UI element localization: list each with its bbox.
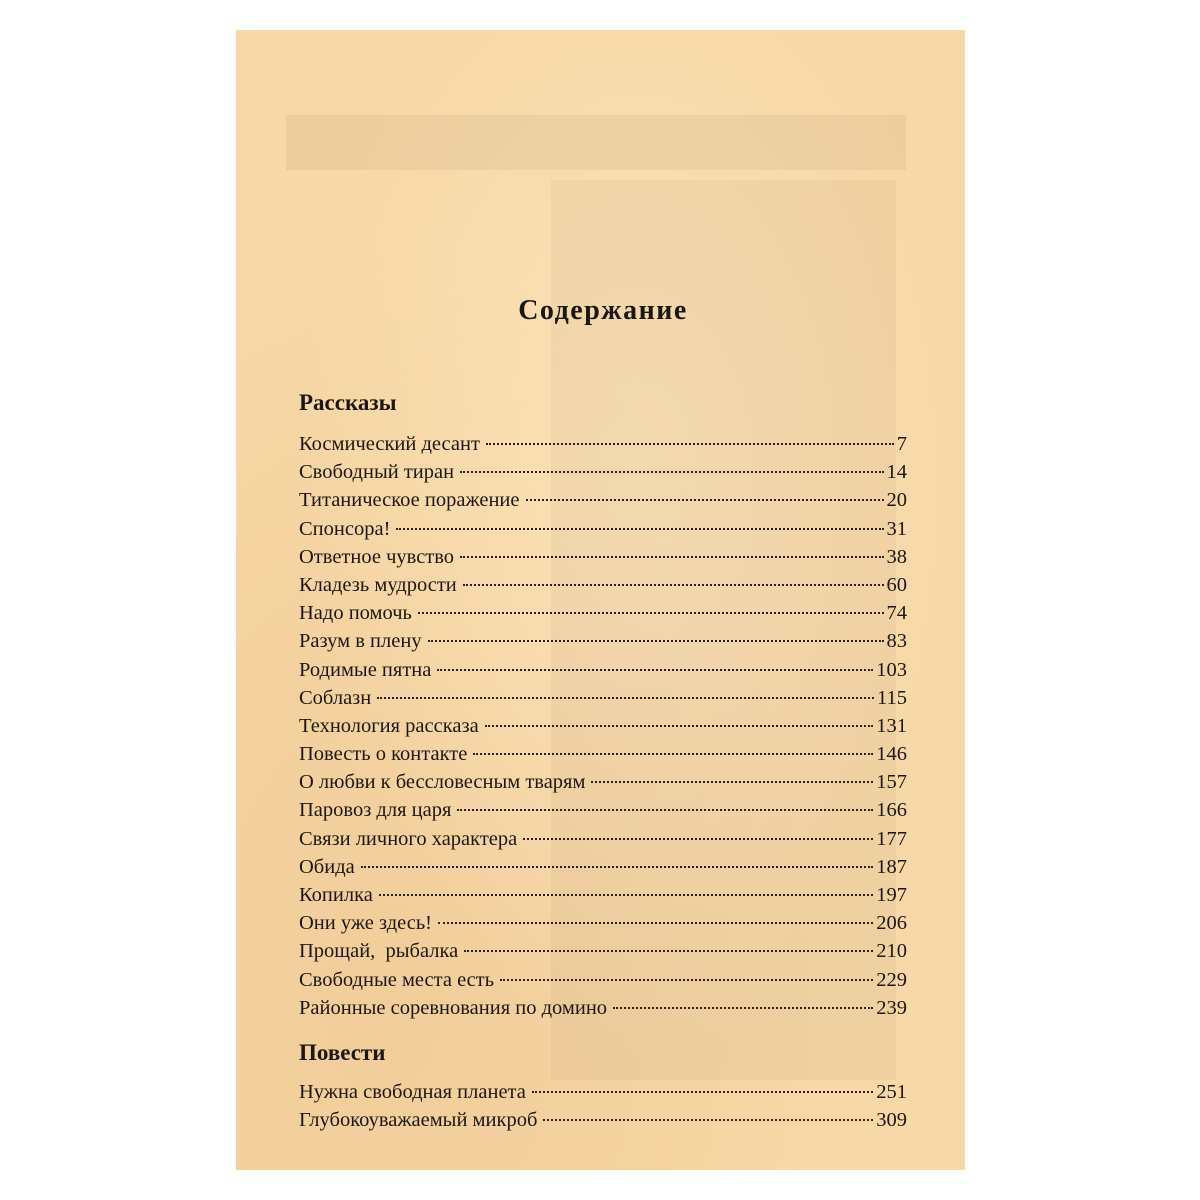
dot-leader bbox=[460, 555, 883, 558]
toc-entry-page: 20 bbox=[886, 489, 907, 512]
toc-entry-title: Нужна свободная планета bbox=[299, 1081, 526, 1103]
dot-leader bbox=[500, 978, 873, 981]
toc-entry[interactable] bbox=[299, 430, 907, 458]
toc-entry-title: Спонсора! bbox=[299, 517, 391, 540]
toc-entry-title: Кладезь мудрости bbox=[299, 573, 457, 596]
toc-entry[interactable] bbox=[299, 656, 907, 684]
toc-entry[interactable] bbox=[299, 627, 907, 655]
dot-leader bbox=[613, 1006, 873, 1009]
dot-leader bbox=[473, 752, 873, 755]
toc-entry[interactable] bbox=[299, 740, 907, 768]
toc-entry-page: 166 bbox=[876, 799, 907, 822]
toc-entry-title: Глубокоуважаемый микроб bbox=[299, 1109, 538, 1132]
toc-entry-title: Соблазн bbox=[299, 686, 372, 709]
toc-entry[interactable] bbox=[299, 994, 907, 1022]
dot-leader bbox=[460, 470, 883, 473]
toc-list-stories bbox=[299, 430, 907, 1022]
toc-entry[interactable] bbox=[299, 571, 907, 599]
toc-entry-title: Надо помочь bbox=[299, 602, 412, 625]
toc-entry[interactable] bbox=[299, 768, 907, 796]
toc-list-novellas bbox=[299, 1078, 907, 1134]
dot-leader bbox=[526, 498, 884, 501]
toc-entry-page: 157 bbox=[876, 771, 907, 794]
toc-entry-title: Связи личного характера bbox=[299, 827, 518, 850]
toc-entry-title: Титаническое поражение bbox=[299, 489, 520, 512]
toc-entry[interactable] bbox=[299, 881, 907, 909]
dot-leader bbox=[438, 921, 873, 924]
toc-entry[interactable] bbox=[299, 909, 907, 937]
toc-entry-page: 38 bbox=[886, 545, 907, 568]
toc-entry-title: Копилка bbox=[299, 884, 373, 906]
dot-leader bbox=[437, 668, 873, 671]
dot-leader bbox=[486, 442, 894, 445]
section-heading-stories: Рассказы bbox=[299, 390, 397, 415]
toc-entry-page: 103 bbox=[876, 658, 907, 681]
dot-leader bbox=[523, 837, 873, 840]
dot-leader bbox=[418, 611, 884, 614]
toc-entry-title: Родимые пятна bbox=[299, 658, 432, 681]
toc-entry-page: 83 bbox=[886, 630, 907, 653]
toc-entry[interactable] bbox=[299, 515, 907, 543]
toc-entry-title: Обида bbox=[299, 855, 355, 878]
toc-entry-page: 14 bbox=[886, 461, 907, 484]
toc-entry-title: О любви к бессловесным тварям bbox=[299, 771, 586, 794]
dot-leader bbox=[396, 527, 883, 530]
toc-entry[interactable] bbox=[299, 684, 907, 712]
toc-entry-title: Свободный тиран bbox=[299, 461, 455, 484]
toc-entry[interactable] bbox=[299, 712, 907, 740]
toc-entry-page: 7 bbox=[896, 433, 907, 455]
toc-entry[interactable] bbox=[299, 543, 907, 571]
toc-entry[interactable] bbox=[299, 853, 907, 881]
dot-leader bbox=[361, 865, 874, 868]
toc-entry[interactable] bbox=[299, 937, 907, 965]
toc-entry-page: 60 bbox=[886, 573, 907, 596]
toc-entry-page: 115 bbox=[877, 686, 907, 709]
toc-entry-title: Разум в плену bbox=[299, 630, 422, 653]
toc-entry-page: 187 bbox=[876, 855, 907, 878]
dot-leader bbox=[457, 808, 873, 811]
toc-entry[interactable] bbox=[299, 1078, 907, 1106]
toc-entry-title: Космический десант bbox=[299, 433, 480, 455]
book-page bbox=[236, 30, 965, 1170]
toc-entry-title: Прощай, рыбалка bbox=[299, 940, 459, 963]
toc-entry-title: Повесть о контакте bbox=[299, 743, 468, 766]
toc-entry-page: 177 bbox=[876, 827, 907, 850]
toc-entry[interactable] bbox=[299, 486, 907, 514]
bleed-through-header bbox=[286, 115, 906, 170]
dot-leader bbox=[485, 724, 874, 727]
dot-leader bbox=[543, 1118, 873, 1121]
toc-entry-title: Паровоз для царя bbox=[299, 799, 452, 822]
toc-entry[interactable] bbox=[299, 458, 907, 486]
toc-entry-title: Технология рассказа bbox=[299, 714, 479, 737]
toc-entry[interactable] bbox=[299, 1106, 907, 1134]
toc-entry-title: Свободные места есть bbox=[299, 968, 495, 991]
dot-leader bbox=[428, 639, 884, 642]
toc-entry-page: 197 bbox=[876, 884, 907, 906]
toc-entry[interactable] bbox=[299, 825, 907, 853]
toc-entry-title: Районные соревнования по домино bbox=[299, 996, 608, 1019]
toc-entry-page: 74 bbox=[886, 602, 907, 625]
dot-leader bbox=[532, 1090, 873, 1093]
dot-leader bbox=[464, 949, 873, 952]
dot-leader bbox=[591, 780, 873, 783]
dot-leader bbox=[379, 893, 873, 896]
toc-entry-page: 131 bbox=[876, 714, 907, 737]
section-heading-novellas: Повести bbox=[299, 1040, 386, 1065]
toc-entry[interactable] bbox=[299, 796, 907, 824]
toc-entry-page: 229 bbox=[876, 968, 907, 991]
toc-entry-page: 239 bbox=[876, 996, 907, 1019]
dot-leader bbox=[463, 583, 884, 586]
toc-entry-page: 210 bbox=[876, 940, 907, 963]
dot-leader bbox=[377, 696, 874, 699]
toc-entry[interactable] bbox=[299, 966, 907, 994]
toc-entry-page: 206 bbox=[876, 912, 907, 935]
toc-entry-page: 309 bbox=[876, 1109, 907, 1132]
toc-entry-page: 31 bbox=[886, 517, 907, 540]
page-title: Содержание bbox=[518, 295, 688, 326]
toc-entry-title: Они уже здесь! bbox=[299, 912, 433, 935]
toc-entry-title: Ответное чувство bbox=[299, 545, 455, 568]
toc-entry-page: 146 bbox=[876, 743, 907, 766]
toc-entry-page: 251 bbox=[876, 1081, 907, 1103]
toc-entry[interactable] bbox=[299, 599, 907, 627]
